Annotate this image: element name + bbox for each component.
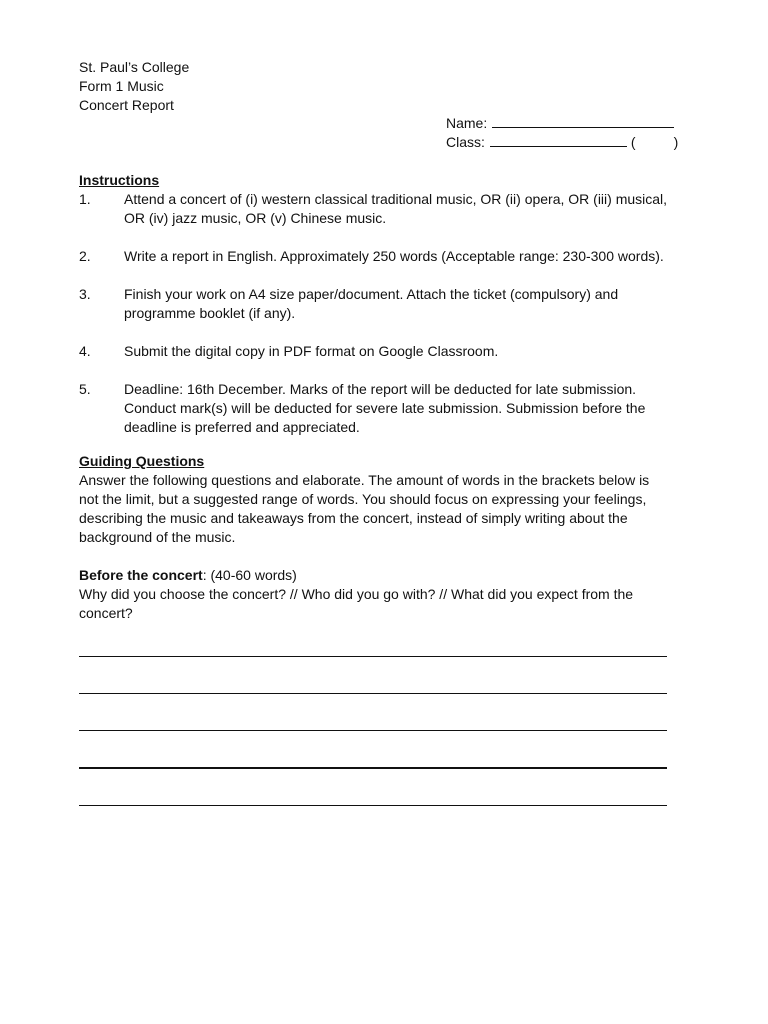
instruction-item xyxy=(79,247,679,266)
instruction-text: Attend a concert of (i) western classical traditional music, OR (ii) opera, OR (iii) musical, OR (iv) jazz music, OR (v) Chinese music. xyxy=(124,191,668,226)
instruction-text: Write a report in English. Approximately 250 words (Acceptable range: 230-300 words). xyxy=(124,248,664,264)
before-concert-heading xyxy=(79,566,671,585)
class-number-open-paren: ( xyxy=(630,134,636,150)
before-concert-word-range: : (40-60 words) xyxy=(202,567,297,583)
name-blank[interactable] xyxy=(492,114,674,128)
answer-line[interactable] xyxy=(79,693,667,694)
document-header xyxy=(79,58,189,115)
instruction-item xyxy=(79,190,679,228)
name-field-row xyxy=(446,114,678,133)
answer-line[interactable] xyxy=(79,805,667,806)
instruction-number: 5. xyxy=(79,381,91,397)
instructions-section xyxy=(79,171,679,437)
before-concert-questions: Why did you choose the concert? // Who did you go with? // What did you expect from the concert? xyxy=(79,586,634,621)
guiding-questions-section xyxy=(79,452,671,623)
instruction-item xyxy=(79,285,679,323)
answer-line[interactable] xyxy=(79,656,667,657)
instruction-item xyxy=(79,380,679,437)
instruction-number: 3. xyxy=(79,286,91,302)
instruction-number: 4. xyxy=(79,343,91,359)
name-label: Name: xyxy=(446,115,488,131)
class-number-close-paren: ) xyxy=(673,134,679,150)
instruction-number: 1. xyxy=(79,191,91,207)
document-title: Concert Report xyxy=(79,97,174,113)
instruction-number: 2. xyxy=(79,248,91,264)
instruction-text: Deadline: 16th December. Marks of the report will be deducted for late submission. Conduct mark(s) will be deducted for severe late submission. Submission before the deadline is preferred and appreciated. xyxy=(124,381,646,435)
instruction-text: Finish your work on A4 size paper/document. Attach the ticket (compulsory) and programme booklet (if any). xyxy=(124,286,619,321)
class-blank[interactable] xyxy=(490,133,627,147)
course-name: Form 1 Music xyxy=(79,78,164,94)
school-name: St. Paul’s College xyxy=(79,59,190,75)
student-fields xyxy=(446,114,678,152)
guiding-questions-intro: Answer the following questions and elaborate. The amount of words in the brackets below is not the limit, but a suggested range of words. You should focus on expressing your feelings, describing the music and takeaways from the concert, instead of simply writing about the background of the music. xyxy=(79,472,650,545)
answer-line[interactable] xyxy=(79,730,667,731)
class-field-row xyxy=(446,133,678,152)
answer-line[interactable] xyxy=(79,767,667,769)
before-concert-label: Before the concert xyxy=(79,567,203,583)
instruction-item xyxy=(79,342,679,361)
class-label: Class: xyxy=(446,134,485,150)
guiding-questions-heading: Guiding Questions xyxy=(79,453,205,469)
instructions-heading: Instructions xyxy=(79,172,160,188)
instruction-text: Submit the digital copy in PDF format on Google Classroom. xyxy=(124,343,499,359)
